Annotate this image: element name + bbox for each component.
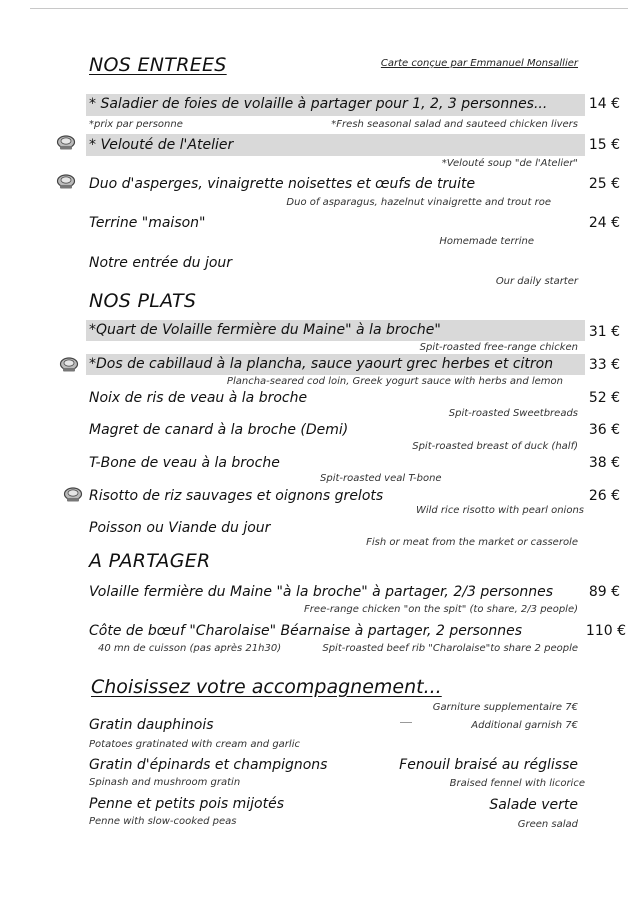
chef-hat-icon <box>59 357 79 373</box>
dish-translation: Duo of asparagus, hazelnut vinaigrette and trout roe <box>286 197 551 208</box>
dish-name: * Saladier de foies de volaille à partager pour 1, 2, 3 personnes... <box>89 96 548 112</box>
dish-name: T-Bone de veau à la broche <box>89 455 280 471</box>
dish-price: 52 € <box>588 390 620 406</box>
side-name: Gratin d'épinards et champignons <box>89 757 328 773</box>
dish-price: 25 € <box>588 176 620 192</box>
side-name: Gratin dauphinois <box>89 717 214 733</box>
side-translation: Braised fennel with licorice <box>449 778 585 789</box>
dish-translation: Spit-roasted veal T-bone <box>320 473 442 484</box>
dish-translation: Our daily starter <box>495 276 578 287</box>
section-title-accompagnement: Choisissez votre accompagnement... <box>91 676 442 698</box>
dish-price: 36 € <box>588 422 620 438</box>
menu-credit: Carte conçue par Emmanuel Monsallier <box>380 58 578 69</box>
dish-translation: Fish or meat from the market or casserole <box>366 537 578 548</box>
garnish-price: Garniture supplementaire 7€ <box>432 702 578 713</box>
dish-price: 26 € <box>588 488 620 504</box>
side-name: Salade verte <box>489 797 578 813</box>
dish-name: Terrine "maison" <box>89 215 206 231</box>
dish-translation: Homemade terrine <box>439 236 534 247</box>
dish-translation: Wild rice risotto with pearl onions <box>415 505 584 516</box>
dish-price: 31 € <box>588 324 620 340</box>
dish-translation: Free-range chicken "on the spit" (to share, 2/3 people) <box>304 604 578 615</box>
side-translation: Spinash and mushroom gratin <box>89 777 241 788</box>
dish-price: 110 € <box>585 623 626 639</box>
chef-hat-icon <box>56 174 76 190</box>
dish-name: Poisson ou Viande du jour <box>89 520 271 536</box>
dish-price: 24 € <box>588 215 620 231</box>
dish-note: *prix par personne <box>89 119 183 130</box>
dish-price: 89 € <box>588 584 620 600</box>
dish-translation: Spit-roasted Sweetbreads <box>448 408 578 419</box>
dish-name: Risotto de riz sauvages et oignons grelots <box>89 488 384 504</box>
dish-name: Magret de canard à la broche (Demi) <box>89 422 349 438</box>
section-title-partager: A PARTAGER <box>89 550 211 572</box>
dish-note: 40 mn de cuisson (pas après 21h30) <box>98 643 282 654</box>
side-name: Fenouil braisé au réglisse <box>399 757 578 773</box>
dish-name: *Quart de Volaille fermière du Maine" à la broche" <box>89 322 441 338</box>
side-translation: Penne with slow-cooked peas <box>89 816 237 827</box>
side-name: Penne et petits pois mijotés <box>89 796 284 812</box>
dish-price: 14 € <box>588 96 620 112</box>
dish-name: Noix de ris de veau à la broche <box>89 390 308 406</box>
dish-translation: *Fresh seasonal salad and sauteed chicken livers <box>331 119 578 130</box>
dish-name: *Dos de cabillaud à la plancha, sauce yaourt grec herbes et citron <box>89 356 554 372</box>
section-title-entrees: NOS ENTREES <box>89 54 227 76</box>
dish-name: Duo d'asperges, vinaigrette noisettes et œufs de truite <box>89 176 476 192</box>
dish-price: 38 € <box>588 455 620 471</box>
side-translation: Green salad <box>517 819 578 830</box>
chef-hat-icon <box>63 487 83 503</box>
dish-translation: Plancha-seared cod loin, Greek yogurt sauce with herbs and lemon <box>226 376 563 387</box>
top-rule <box>30 8 628 9</box>
dish-translation: Spit-roasted beef rib "Charolaise"to share 2 people <box>322 643 578 654</box>
garnish-price-translation: Additional garnish 7€ <box>471 720 578 731</box>
section-title-plats: NOS PLATS <box>89 290 197 312</box>
chef-hat-icon <box>56 135 76 151</box>
dish-name: Notre entrée du jour <box>89 255 233 271</box>
dish-name: * Velouté de l'Atelier <box>89 137 234 153</box>
dish-translation: Spit-roasted free-range chicken <box>419 342 578 353</box>
dish-price: 33 € <box>588 357 620 373</box>
dish-translation: *Velouté soup "de l'Atelier" <box>441 158 578 169</box>
dish-translation: Spit-roasted breast of duck (half) <box>412 441 578 452</box>
side-translation: Potatoes gratinated with cream and garlic <box>89 739 300 750</box>
divider-dash <box>400 722 412 723</box>
dish-name: Côte de bœuf "Charolaise" Béarnaise à partager, 2 personnes <box>89 623 523 639</box>
dish-name: Volaille fermière du Maine "à la broche" à partager, 2/3 personnes <box>89 584 554 600</box>
dish-price: 15 € <box>588 137 620 153</box>
